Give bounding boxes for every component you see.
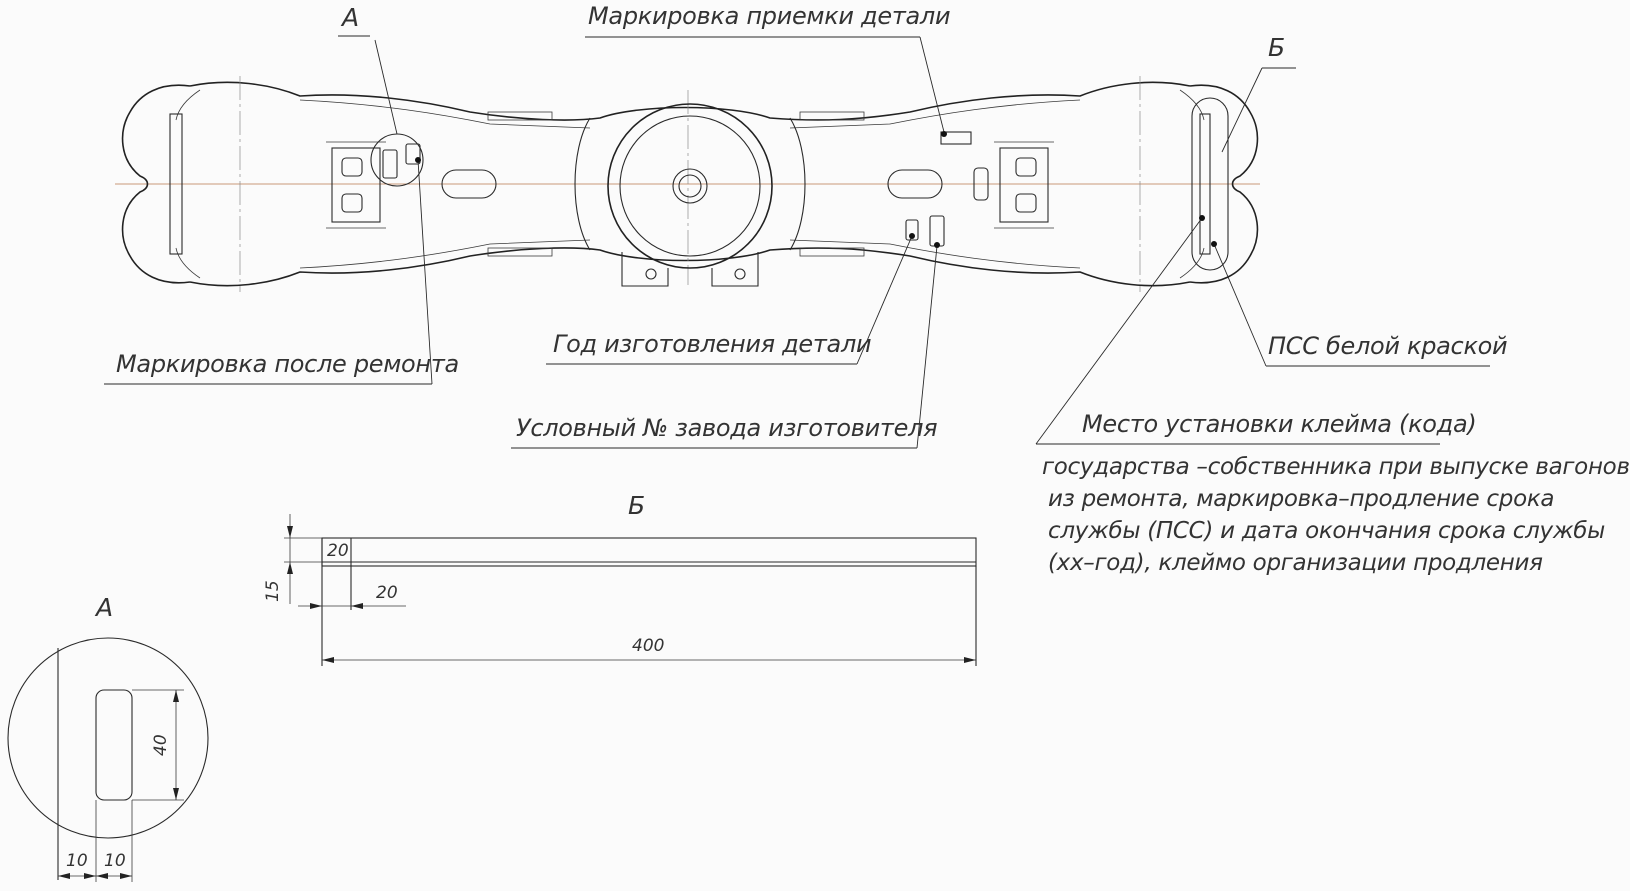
leader-a (375, 40, 397, 134)
factory-mark-plate (930, 216, 944, 246)
dim20-arrow-left (310, 603, 322, 609)
dim400-arrow-right (964, 657, 976, 663)
dim-height-b: 20 (327, 541, 349, 561)
dim20-arrow-right (351, 603, 363, 609)
left-column-frame (332, 148, 380, 222)
dim-height-a: 40 (151, 734, 171, 756)
inner-line-top-right (790, 100, 1080, 128)
dim10b-arrow-right (120, 873, 132, 879)
leader-acceptance-dot (941, 131, 947, 137)
left-lobe-inner-bottom (176, 248, 200, 278)
dim-length: 400 (632, 636, 665, 656)
label-view-b: Б (1268, 33, 1286, 62)
dim-width-a: 10 (104, 851, 126, 871)
dim400-arrow-left (322, 657, 334, 663)
leader-factory-dot (934, 242, 940, 248)
note-line-4: (хх–год), клеймо организации продления (1048, 550, 1543, 576)
leader-repair-dot (415, 157, 421, 163)
dim-left-a: 10 (66, 851, 88, 871)
inner-line-top-left (300, 100, 590, 128)
pivot-lug-right-hole (735, 269, 745, 279)
label-factory-number: Условный № завода изготовителя (516, 414, 938, 442)
left-lobe-inner-top (176, 90, 200, 120)
dim-offset-x: 20 (376, 583, 398, 603)
dim10a-arrow-right (84, 873, 96, 879)
inner-line-bottom-left (300, 240, 590, 268)
label-stamp-place: Место установки клейма (кода) (1082, 410, 1477, 438)
stamp-note (1042, 454, 1630, 576)
section-a-mark-slot (96, 690, 132, 800)
right-window-top (1016, 158, 1036, 176)
section-b-title: Б (628, 491, 646, 520)
dim40-arrow-bottom (173, 788, 179, 800)
dim40-arrow-top (173, 690, 179, 702)
section-a-title: А (96, 593, 114, 622)
dim15-arrow-bottom (287, 562, 293, 574)
section-a-view (8, 593, 208, 882)
label-after-repair-marking: Маркировка после ремонта (116, 350, 459, 378)
label-view-a: А (342, 3, 360, 32)
leader-pss (1214, 244, 1266, 366)
right-column-box (994, 142, 1054, 228)
leader-b (1222, 68, 1262, 152)
right-window-bottom (1016, 194, 1036, 212)
leader-year-dot (909, 233, 915, 239)
right-column-frame (1000, 148, 1048, 222)
leader-lines (104, 36, 1490, 448)
mark-a-left (383, 150, 397, 178)
beam-outline-bottom (190, 248, 1190, 286)
pivot-outer-ring (608, 104, 772, 268)
section-a-circle (8, 638, 208, 838)
pivot-inner-ring (620, 116, 760, 256)
dim10a-arrow-left (58, 873, 70, 879)
pivot-lug-left-hole (646, 269, 656, 279)
label-acceptance-marking: Маркировка приемки детали (588, 2, 951, 30)
note-line-3: службы (ПСС) и дата окончания срока службы (1048, 518, 1605, 544)
dim15-arrow-top (287, 526, 293, 538)
leader-pss-dot (1211, 241, 1217, 247)
left-window-bottom (342, 194, 362, 212)
dim10b-arrow-left (96, 873, 108, 879)
center-pivot (575, 104, 805, 286)
note-line-1: государства –собственника при выпуске вагонов (1042, 454, 1630, 480)
callout-labels (116, 2, 1507, 442)
left-window-top (342, 158, 362, 176)
pivot-hub-inner (679, 175, 701, 197)
label-year-of-manufacture: Год изготовления детали (553, 330, 872, 358)
bolster-beam-view (115, 76, 1260, 292)
label-pss-white-paint: ПСС белой краской (1268, 332, 1508, 360)
dim-offset-y: 15 (263, 580, 283, 602)
note-line-2: из ремонта, маркировка–продление срока (1048, 486, 1555, 512)
left-column-box (326, 142, 386, 228)
pivot-hub-outer (673, 169, 707, 203)
leader-stamp-dot (1199, 215, 1205, 221)
section-b-view (263, 491, 976, 666)
beam-outline-top (190, 82, 1190, 120)
